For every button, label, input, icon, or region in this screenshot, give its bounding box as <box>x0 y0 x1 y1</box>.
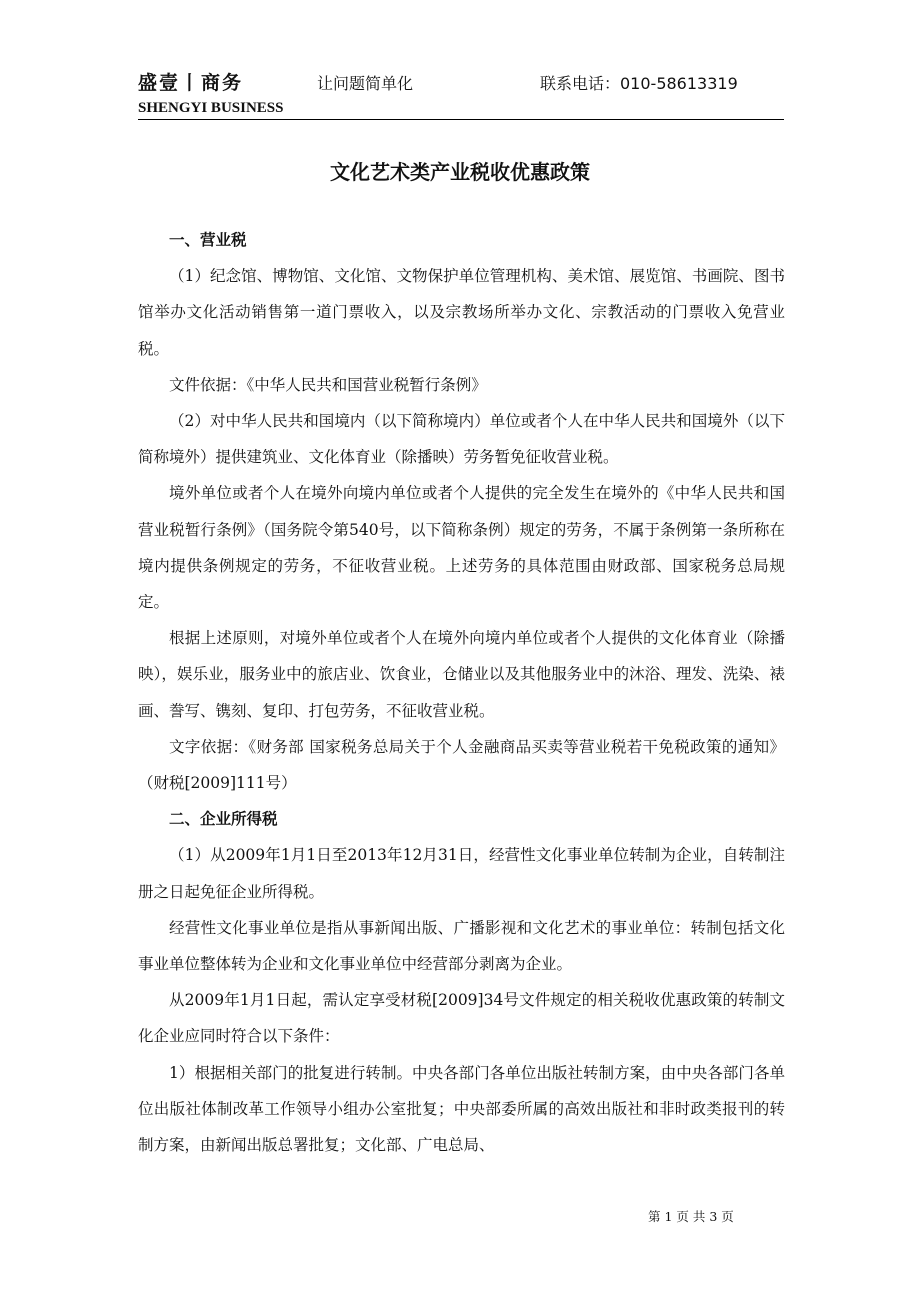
body-paragraph: 1）根据相关部门的批复进行转制。中央各部门各单位出版社转制方案，由中央各部门各单位出版社体制改革工作领导小组办公室批复；中央部委所属的高效出版社和非时政类报刊的转制方案，由新闻出版总署批复；文化部、广电总局、 <box>138 1063 785 1155</box>
brand-name: 盛壹丨商务 <box>138 72 244 94</box>
document-body <box>138 222 785 1163</box>
body-paragraph: 文字依据：《财务部 国家税务总局关于个人金融商品买卖等营业税若干免税政策的通知》（财税[2009]111号） <box>138 737 785 793</box>
body-paragraph: 境外单位或者个人在境外向境内单位或者个人提供的完全发生在境外的《中华人民共和国营业税暂行条例》（国务院令第540号，以下简称条例）规定的劳务，不属于条例第一条所称在境内提供条例规定的劳务，不征收营业税。上述劳务的具体范围由财政部、国家税务总局规定。 <box>138 484 785 612</box>
header-contact-phone: 联系电话：010-58613319 <box>540 74 738 93</box>
body-paragraph: 文件依据：《中华人民共和国营业税暂行条例》 <box>169 375 487 394</box>
page-header <box>138 68 784 120</box>
body-paragraph: （1）纪念馆、博物馆、文化馆、文物保护单位管理机构、美术馆、展览馆、书画院、图书馆举办文化活动销售第一道门票收入，以及宗教场所举办文化、宗教活动的门票收入免营业税。 <box>138 267 785 358</box>
header-slogan: 让问题简单化 <box>317 74 414 93</box>
body-paragraph: 根据上述原则，对境外单位或者个人在境外向境内单位或者个人提供的文化体育业（除播映），娱乐业，服务业中的旅店业、饮食业，仓储业以及其他服务业中的沐浴、理发、洗染、裱画、誊写、镌刻、复印、打包劳务，不征收营业税。 <box>138 629 785 720</box>
body-paragraph: （2）对中华人民共和国境内（以下简称境内）单位或者个人在中华人民共和国境外（以下简称境外）提供建筑业、文化体育业（除播映）劳务暂免征收营业税。 <box>138 412 785 467</box>
section-heading-corporate-income-tax: 二、企业所得税 <box>169 810 278 829</box>
document-title: 文化艺术类产业税收优惠政策 <box>330 160 590 184</box>
brand-name-english: SHENGYI BUSINESS <box>138 100 284 116</box>
page-number: 第 1 页 共 3 页 <box>648 1209 734 1224</box>
body-paragraph: 从2009年1月1日起，需认定享受材税[2009]34号文件规定的相关税收优惠政策的转制文化企业应同时符合以下条件： <box>138 991 785 1046</box>
body-paragraph: （1）从2009年1月1日至2013年12月31日，经营性文化事业单位转制为企业，自转制注册之日起免征企业所得税。 <box>138 846 785 901</box>
section-heading-business-tax: 一、营业税 <box>169 231 247 249</box>
header-divider <box>138 119 784 120</box>
body-paragraph: 经营性文化事业单位是指从事新闻出版、广播影视和文化艺术的事业单位：转制包括文化事业单位整体转为企业和文化事业单位中经营部分剥离为企业。 <box>138 918 785 974</box>
